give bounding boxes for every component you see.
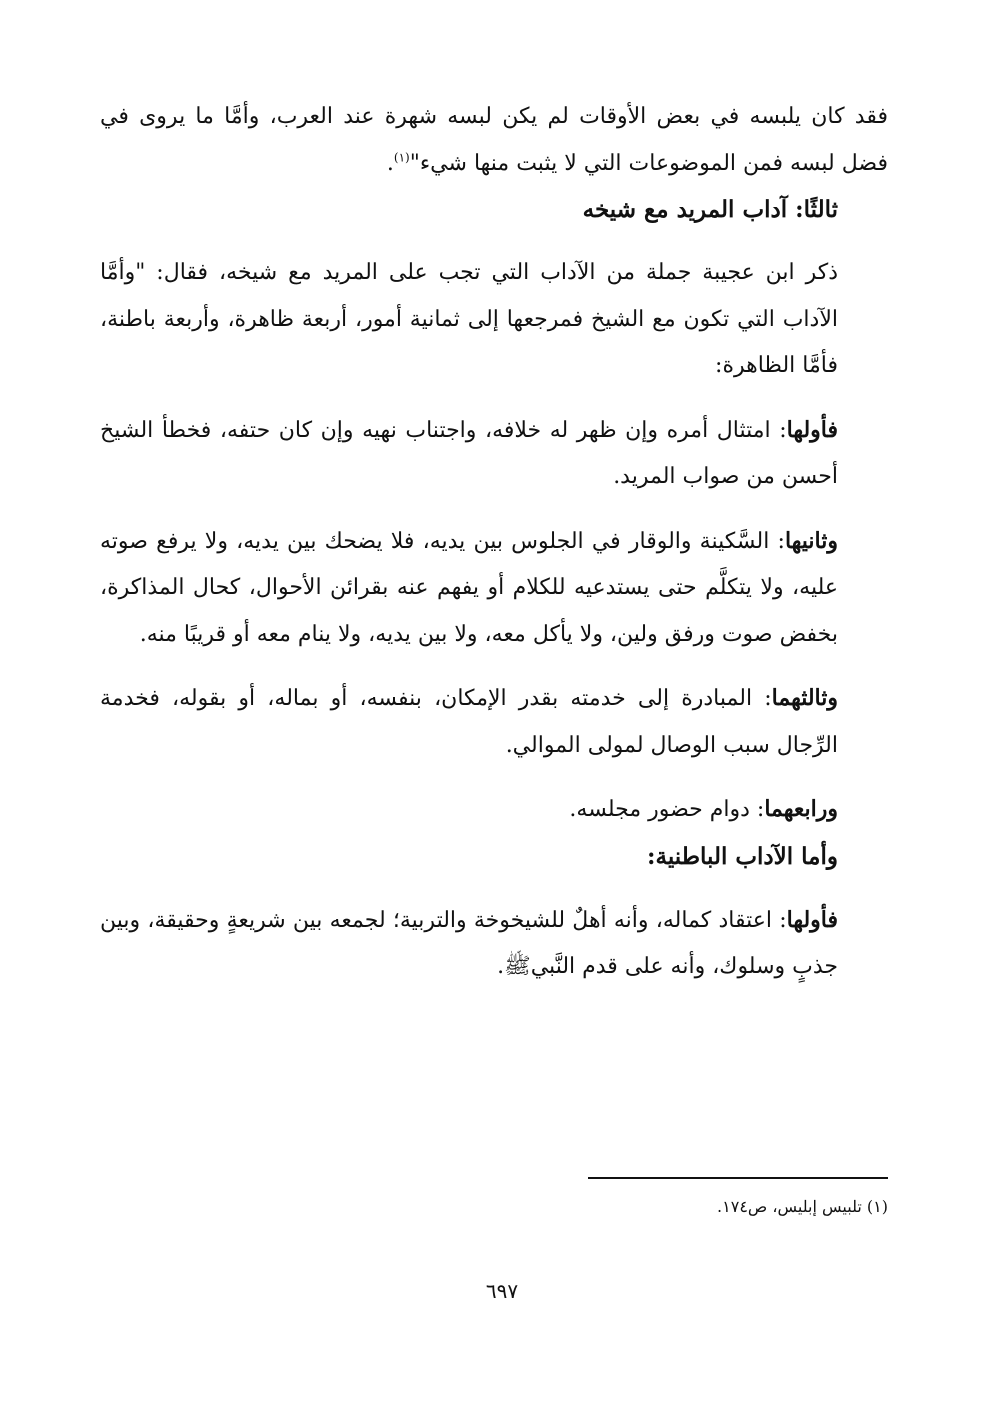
intro-paragraph <box>100 94 888 187</box>
intro-line-2: فضل لبسه فمن الموضوعات التي لا يثبت منها شيء" <box>409 150 888 176</box>
section-heading-batina: وأما الآداب الباطنية: <box>647 842 838 870</box>
section-heading-colon: : <box>787 196 804 223</box>
footnote: (١) تلبيس إبليس، ص١٧٤. <box>717 1197 888 1216</box>
paragraph-zahira-1 <box>100 407 888 501</box>
paragraph-text: : دوام حضور مجلسه. <box>569 797 765 822</box>
page-number: ٦٩٧ <box>485 1279 519 1303</box>
salutation-ligature: ﷺ <box>504 954 531 979</box>
intro-end: . <box>386 150 394 176</box>
lead-in-label: ورابعهما <box>764 796 838 822</box>
lead-in-label: فأولها <box>786 906 838 933</box>
paragraph-zahira-4 <box>100 786 888 834</box>
paragraph-end: . <box>497 954 505 979</box>
intro-line-1: فقد كان يلبسه في بعض الأوقات لم يكن لبسه شهرة عند العرب، وأمَّا ما يروى في <box>100 104 888 129</box>
lead-in-label: وثالثهما <box>771 685 838 711</box>
section-heading-label: ثالثًا <box>803 196 838 223</box>
lead-in-label: فأولها <box>786 416 838 443</box>
paragraph-text: : امتثال أمره وإن ظهر له خلافه، واجتناب نهيه وإن كان حتفه، فخطأ الشيخ أحسن من صواب المريد. <box>100 417 838 489</box>
section-heading-adab <box>100 187 888 233</box>
footnote-reference[interactable]: (١) <box>393 150 410 165</box>
page-body <box>100 94 888 991</box>
lead-in-label: وثانيها <box>784 527 838 554</box>
paragraph-text: : السَّكينة والوقار في الجلوس بين يديه، فلا يضحك بين يديه، ولا يرفع صوته عليه، ولا يتكلَّم حتى يستدعيه للكلام أو يفهم عنه بقرائن الأحوال، كحال المذاكرة، بخفض صوت ورفق ولين، ولا يأكل معه، ولا بين يديه، ولا ينام معه أو قريبًا منه. <box>100 528 838 647</box>
footnote-separator <box>588 1177 888 1179</box>
paragraph-zahira-3 <box>100 675 888 769</box>
paragraph-adab-intro: ذكر ابن عجيبة جملة من الآداب التي تجب على المريد مع شيخه، فقال: "وأمَّا الآداب التي تكون مع الشيخ فمرجعها إلى ثمانية أمور، أربعة ظاهرة، وأربعة باطنة، فأمَّا الظاهرة: <box>100 260 838 378</box>
section-heading-title: آداب المريد مع شيخه <box>582 196 788 223</box>
paragraph-text: : المبادرة إلى خدمته بقدر الإمكان، بنفسه، أو بماله، أو بقوله، فخدمة الرِّجال سبب الوصال لمولى الموالي. <box>100 686 838 758</box>
paragraph-batina-1 <box>100 897 888 991</box>
paragraph-zahira-2 <box>100 518 888 659</box>
paragraph-text: : اعتقاد كماله، وأنه أهلٌ للشيخوخة والتربية؛ لجمعه بين شريعةٍ وحقيقة، وبين جذبٍ وسلوك، وأنه على قدم النَّبي <box>100 907 838 979</box>
